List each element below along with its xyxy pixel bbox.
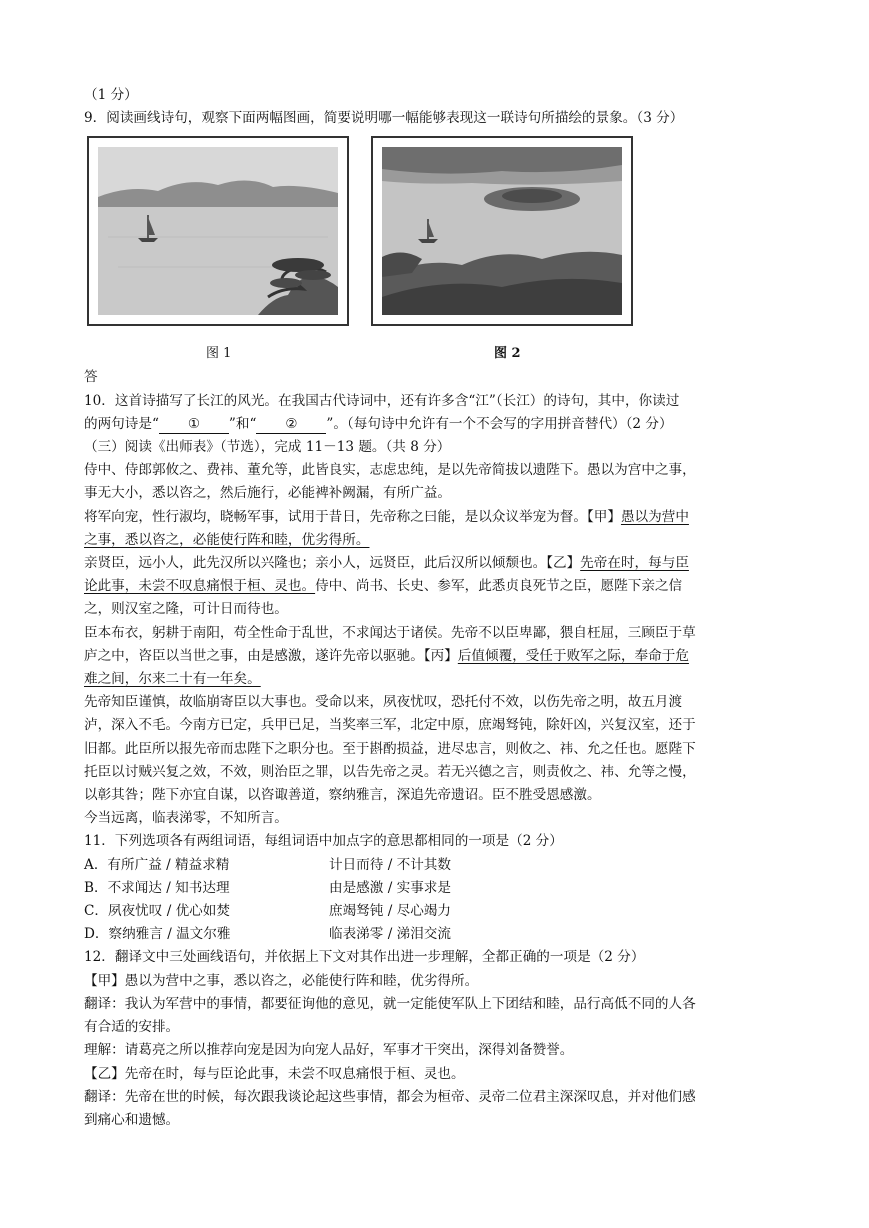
passage-line bbox=[84, 506, 784, 529]
q12-jia-translation: 有合适的安排。 bbox=[84, 1019, 180, 1036]
q12-yi-translation: 翻译：先帝在世的时候，每次跟我谈论起这些事情，都会为桓帝、灵帝二位君主深深叹息，并对他们感 bbox=[84, 1088, 696, 1105]
passage-line: 旧都。此臣所以报先帝而忠陛下之职分也。至于斟酌损益，进尽忠言，则攸之、祎、允之任也。愿陛下 bbox=[84, 740, 696, 757]
passage-line: 泸，深入不毛。今南方已定，兵甲已足，当奖率三军，北定中原，庶竭驽钝，除奸凶，兴复汉室，还于 bbox=[84, 717, 696, 734]
exam-page bbox=[84, 84, 784, 1132]
underlined-sentence-bing: 后值倾覆，受任于败军之际，奉命于危 bbox=[457, 647, 689, 664]
q12-yi-translation: 到痛心和遗憾。 bbox=[84, 1111, 180, 1128]
passage-line bbox=[84, 668, 784, 691]
passage-text: 庐之中，咨臣以当世之事，由是感激，遂许先帝以驱驰。【丙】 bbox=[84, 647, 458, 664]
answer-blank-2[interactable]: ② bbox=[256, 415, 326, 434]
q12-jia-understanding: 理解：请葛亮之所以推荐向宠是因为向宠人品好，军事才干突出，深得刘备赞誉。 bbox=[84, 1042, 574, 1059]
question-12: 12．翻译文中三处画线语句，并依据上下文对其作出进一步理解，全都正确的一项是（2 分） bbox=[84, 949, 645, 966]
passage-line: 事无大小，悉以咨之，然后施行，必能裨补阙漏，有所广益。 bbox=[84, 485, 452, 502]
question-10-line1: 10．这首诗描写了长江的风光。在我国古代诗词中，还有许多含“江”（长江）的诗句，其中，你读过 bbox=[84, 392, 680, 409]
section-3-heading: （三）阅读《出师表》（节选），完成 11－13 题。（共 8 分） bbox=[84, 439, 451, 456]
passage-line bbox=[84, 645, 784, 668]
option-a-left: A．有所广益 / 精益求精 bbox=[84, 856, 230, 873]
question-11: 11．下列选项各有两组词语，每组词语中加点字的意思都相同的一项是（2 分） bbox=[84, 833, 563, 850]
option-b-right: 由是感激 / 实事求是 bbox=[329, 879, 451, 896]
option-c-right: 庶竭驽钝 / 尽心竭力 bbox=[329, 903, 451, 920]
underlined-sentence-jia: 愚以为营中 bbox=[620, 508, 689, 525]
answer-blank-1[interactable]: ① bbox=[159, 415, 229, 434]
passage-line: 托臣以讨贼兴复之效，不效，则治臣之罪，以告先帝之灵。若无兴德之言，则责攸之、祎、允等之慢， bbox=[84, 763, 696, 780]
underlined-sentence-jia: 之事，悉以咨之，必能使行阵和睦，优劣得所。 bbox=[84, 531, 370, 548]
figure-1-caption: 图 1 bbox=[206, 346, 232, 362]
figure-2-painting bbox=[382, 147, 622, 315]
question-10-line2 bbox=[84, 413, 784, 436]
passage-text: 将军向宠，性行淑均，晓畅军事，试用于昔日，先帝称之曰能，是以众议举宠为督。【甲】 bbox=[84, 508, 621, 525]
passage-line: 之，则汉室之隆，可计日而待也。 bbox=[84, 601, 288, 618]
option-a[interactable] bbox=[84, 854, 784, 877]
q10-mid: ”和“ bbox=[228, 415, 257, 432]
figure-2-frame bbox=[371, 136, 633, 326]
option-b[interactable] bbox=[84, 877, 784, 900]
q12-jia-translation: 翻译：我认为军营中的事情，都要征询他的意见，就一定能使军队上下团结和睦，品行高低不同的人各 bbox=[84, 995, 696, 1012]
passage-text: 亲贤臣，远小人，此先汉所以兴隆也；亲小人，远贤臣，此后汉所以倾颓也。【乙】 bbox=[84, 555, 581, 572]
option-c[interactable] bbox=[84, 900, 784, 923]
passage-line bbox=[84, 552, 784, 575]
figure-2-caption: 图 2 bbox=[494, 346, 521, 362]
passage-line: 侍中、侍郎郭攸之、费祎、董允等，此皆良实，志虑忠纯，是以先帝简拔以遗陛下。愚以为宫中之事， bbox=[84, 462, 696, 479]
option-c-left: C．夙夜忧叹 / 优心如焚 bbox=[84, 903, 230, 920]
score-note: （1 分） bbox=[84, 87, 138, 103]
passage-line: 臣本布衣，躬耕于南阳，苟全性命于乱世，不求闻达于诸侯。先帝不以臣卑鄙，猥自枉屈，三顾臣于草 bbox=[84, 624, 696, 641]
option-a-right: 计日而待 / 不计其数 bbox=[329, 856, 451, 873]
q10-suffix: ”。（每句诗中允许有一个不会写的字用拼音替代）（2 分） bbox=[326, 415, 673, 432]
option-d[interactable] bbox=[84, 923, 784, 946]
underlined-sentence-bing: 难之间，尔来二十有一年矣。 bbox=[84, 671, 261, 688]
option-b-left: B．不求闻达 / 知书达理 bbox=[84, 879, 230, 896]
q12-jia-sentence: 【甲】愚以为营中之事，悉以咨之，必能使行阵和睦，优劣得所。 bbox=[84, 972, 479, 989]
figure-1-frame bbox=[87, 136, 349, 326]
figures-row bbox=[84, 136, 784, 366]
passage-text: 侍中、尚书、长史、参军，此悉贞良死节之臣，愿陛下亲之信 bbox=[315, 578, 683, 595]
question-9: 9．阅读画线诗句，观察下面两幅图画，简要说明哪一幅能够表现这一联诗句所描绘的景象。（3 分） bbox=[84, 110, 684, 127]
underlined-sentence-yi: 先帝在时，每与臣 bbox=[580, 555, 689, 572]
underlined-sentence-yi: 论此事，未尝不叹息痛恨于桓、灵也。 bbox=[84, 578, 316, 595]
passage-line: 先帝知臣谨慎，故临崩寄臣以大事也。受命以来，夙夜忧叹，恐托付不效，以伤先帝之明，故五月渡 bbox=[84, 694, 683, 711]
passage-line: 今当远离，临表涕零，不知所言。 bbox=[84, 810, 288, 827]
figure-1-painting bbox=[98, 147, 338, 315]
option-d-right: 临表涕零 / 涕泪交流 bbox=[329, 926, 451, 943]
answer-label: 答 bbox=[84, 369, 98, 386]
passage-line bbox=[84, 529, 784, 552]
passage-line: 以彰其咎；陛下亦宜自谋，以咨诹善道，察纳雅言，深追先帝遗诏。臣不胜受恩感激。 bbox=[84, 787, 601, 804]
passage-line bbox=[84, 575, 784, 598]
option-d-left: D．察纳雅言 / 温文尔雅 bbox=[84, 926, 231, 943]
q12-yi-sentence: 【乙】先帝在时，每与臣论此事，未尝不叹息痛恨于桓、灵也。 bbox=[84, 1065, 465, 1082]
q10-prefix: 的两句诗是“ bbox=[84, 415, 159, 432]
